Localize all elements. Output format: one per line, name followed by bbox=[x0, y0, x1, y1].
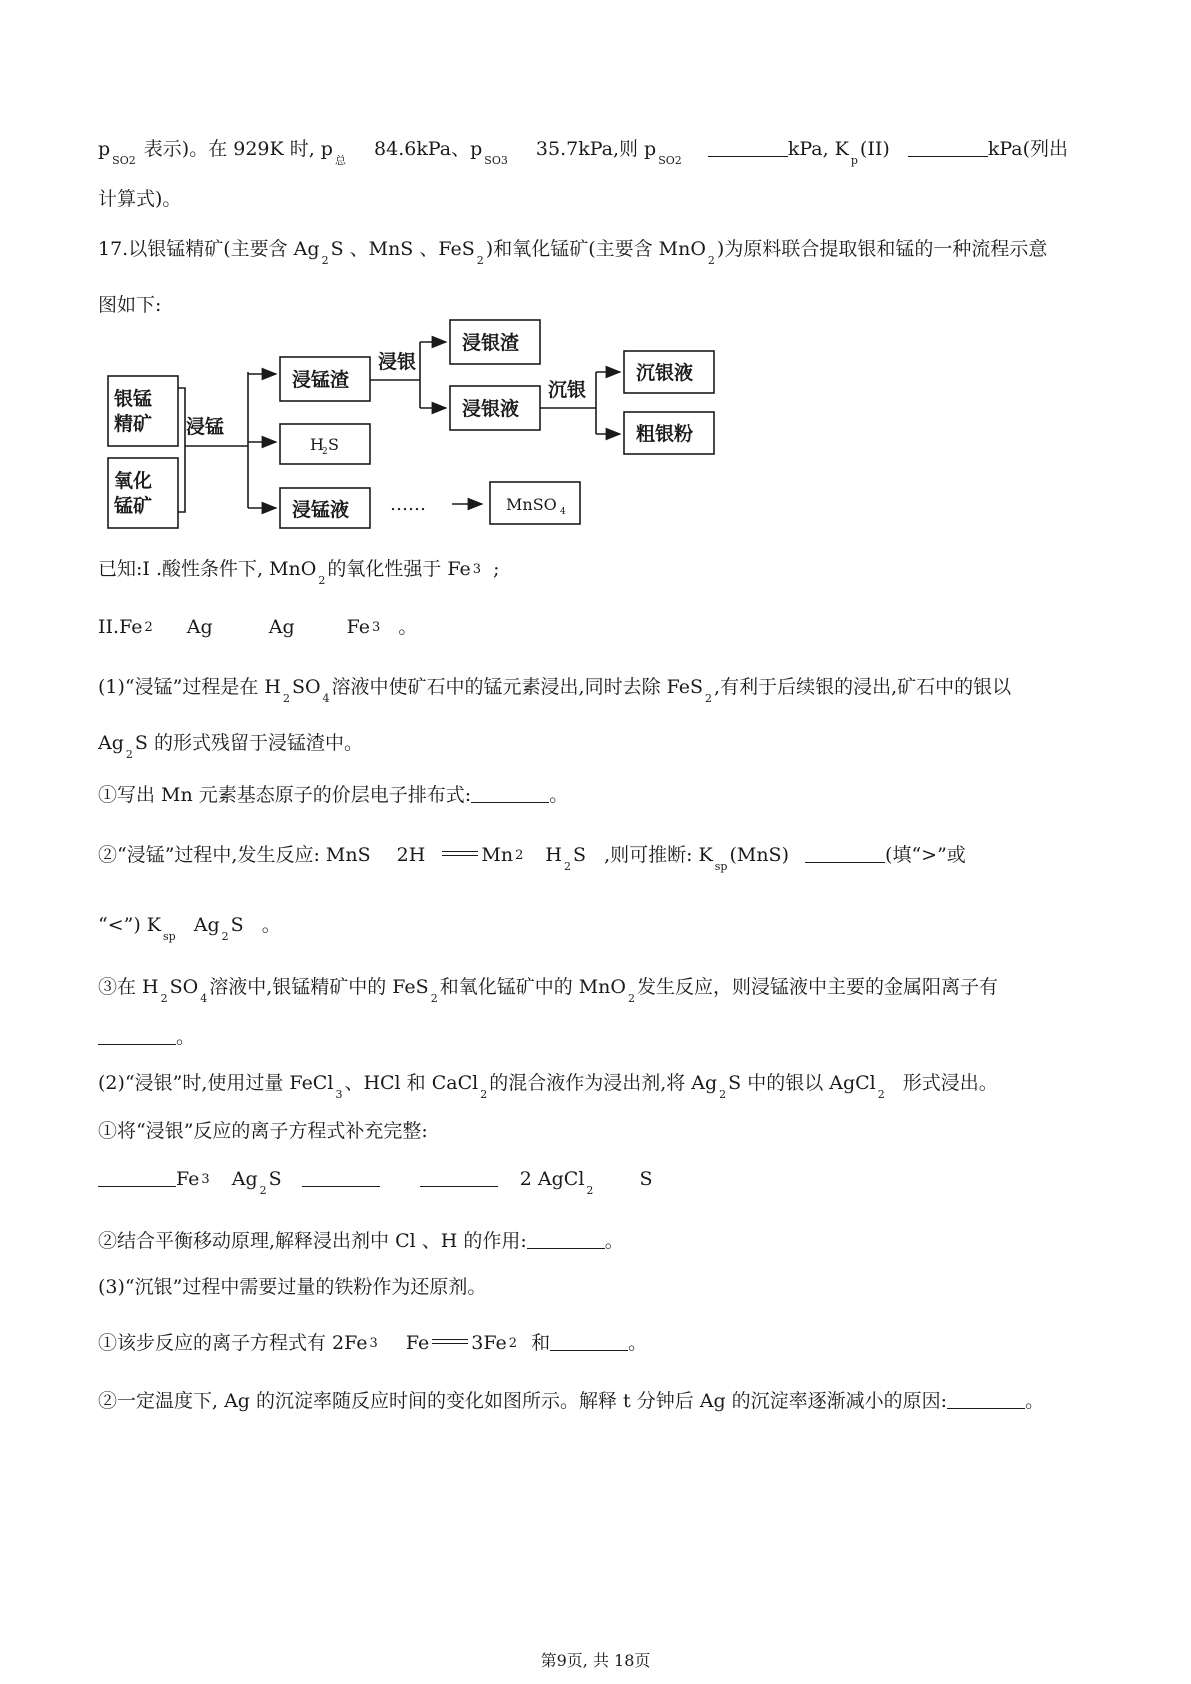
answer-blank[interactable] bbox=[550, 1334, 628, 1351]
label-leach-mn-solution: 浸锰液 bbox=[292, 499, 350, 521]
question-1-2-line2: “<”) $K_{sp}$ $Ag_2S$ 。 bbox=[98, 914, 281, 943]
question-2-1-equation: Fe 3 $Ag_2S$ 2 AgCl$_2$ S bbox=[98, 1170, 653, 1196]
question-1-1: ①写出 Mn 元素基态原子的价层电子排布式: 。 bbox=[98, 784, 569, 806]
label-ore2-line1: 氧化 bbox=[114, 470, 153, 492]
question-1-3-line2: 。 bbox=[98, 1028, 195, 1047]
label-ore1-line2: 精矿 bbox=[114, 413, 153, 435]
answer-blank[interactable] bbox=[471, 786, 549, 803]
question-2-2: ②结合平衡移动原理,解释浸出剂中 Cl 、H 的作用: 。 bbox=[98, 1230, 624, 1252]
known-condition-2: II.Fe 2 Ag Ag Fe 3 。 bbox=[98, 616, 418, 638]
question-2-1: ①将“浸银”反应的离子方程式补充完整: bbox=[98, 1120, 428, 1142]
answer-blank[interactable] bbox=[302, 1170, 380, 1187]
page-footer: 第9页, 共 18页 bbox=[540, 1651, 651, 1670]
label-mnso4-sub: 4 bbox=[560, 507, 566, 517]
label-crude-silver: 粗银粉 bbox=[636, 423, 694, 445]
question-17-intro: 17.以银锰精矿(主要含 $Ag_2S$ 、MnS 、FeS$_2$)和氧化锰矿(主要含 MnO$_2$)为原料联合提取银和锰的一种流程示意 bbox=[98, 238, 1048, 267]
label-dots: …… bbox=[390, 494, 426, 515]
box-h2s bbox=[280, 424, 370, 464]
question-1-2: ②“浸锰”过程中,发生反应: MnS 2H Mn 2 $H_2S$ ,则可推断: $K_{sp}(MnS)$ (填“>”或 bbox=[98, 844, 966, 873]
box-manganese-oxide-ore bbox=[108, 458, 178, 528]
label-step-leach-mn: 浸锰 bbox=[186, 416, 225, 438]
label-ore2-line2: 锰矿 bbox=[114, 495, 153, 517]
label-h2s-h: H bbox=[310, 435, 324, 454]
box-silver-manganese-ore bbox=[108, 376, 178, 446]
answer-blank[interactable] bbox=[908, 140, 988, 157]
text-line: 计算式)。 bbox=[98, 188, 182, 210]
answer-blank[interactable] bbox=[420, 1170, 498, 1187]
known-condition-1: 已知:I .酸性条件下, MnO$_2$的氧化性强于 Fe 3 ; bbox=[98, 558, 500, 587]
question-3-1: ①该步反应的离子方程式有 2Fe 3 Fe 3Fe 2 和 。 bbox=[98, 1332, 648, 1354]
label-step-precipitate: 沉银 bbox=[548, 379, 587, 401]
answer-blank[interactable] bbox=[98, 1170, 176, 1187]
answer-blank[interactable] bbox=[708, 140, 788, 157]
equals-sign bbox=[442, 851, 478, 856]
label-ore1-line1: 银锰 bbox=[114, 388, 153, 410]
label-leach-ag-residue: 浸银渣 bbox=[462, 332, 520, 354]
process-flow-diagram bbox=[100, 332, 780, 570]
part-1-intro: (1)“浸锰”过程是在 $H_2SO_4$溶液中使矿石中的锰元素浸出,同时去除 FeS$_2$,有利于后续银的浸出,矿石中的银以 bbox=[98, 676, 1012, 705]
label-step-leach-ag: 浸银 bbox=[378, 351, 417, 373]
answer-blank[interactable] bbox=[805, 846, 885, 863]
answer-blank[interactable] bbox=[98, 1028, 176, 1045]
label-h2s-s: S bbox=[328, 435, 339, 454]
label-h2s-sub: 2 bbox=[322, 447, 328, 457]
part-3-intro: (3)“沉银”过程中需要过量的铁粉作为还原剂。 bbox=[98, 1276, 487, 1298]
label-leach-mn-residue: 浸锰渣 bbox=[292, 369, 350, 391]
label-mnso4: MnSO bbox=[506, 495, 557, 514]
question-1-3: ③在 $H_2SO_4$溶液中,银锰精矿中的 FeS$_2$和氧化锰矿中的 MnO$_2$发生反应，则浸锰液中主要的金属阳离子有 bbox=[98, 976, 999, 1005]
label-leach-ag-solution: 浸银液 bbox=[462, 398, 520, 420]
label-precipitate-solution: 沉银液 bbox=[636, 362, 694, 384]
text-line: 图如下: bbox=[98, 294, 162, 316]
answer-blank[interactable] bbox=[527, 1232, 605, 1249]
answer-blank[interactable] bbox=[947, 1392, 1025, 1409]
question-3-2: ②一定温度下, Ag 的沉淀率随反应时间的变化如图所示。解释 t 分钟后 Ag 的沉淀率逐渐减小的原因: 。 bbox=[98, 1390, 1045, 1412]
text-line-partial-pressure: $p_{SO2}$ 表示)。在 929K 时, $p_总$ 84.6kPa、$p_{SO3}$ 35.7kPa,则 $p_{SO2}$ kPa, $K_p(II)$ kPa(列出 bbox=[98, 138, 1068, 167]
equals-sign bbox=[432, 1339, 468, 1344]
part-1-intro-line2: $Ag_2S$ 的形式残留于浸锰渣中。 bbox=[98, 732, 363, 761]
part-2-intro: (2)“浸银”时,使用过量 FeCl$_3$、HCl 和 CaCl$_2$的混合液作为浸出剂,将 $Ag_2S$ 中的银以 AgCl$_2$形式浸出。 bbox=[98, 1072, 998, 1101]
